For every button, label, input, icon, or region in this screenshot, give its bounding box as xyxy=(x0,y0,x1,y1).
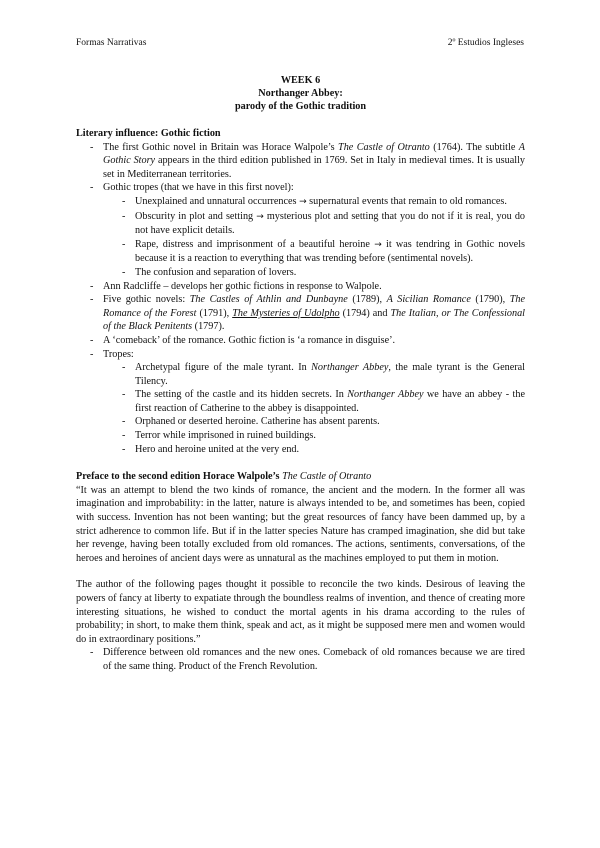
document-body xyxy=(76,74,525,674)
list-item-gothic-tropes: - Gothic tropes (that we have in this first novel): - Unexplained and unnatural occurrences → supernatural events that remain to old romances. - Obscurity in plot and setting → mysterious plot and setting that you do not if it is real, you do not have explicit details. - Rape, distress and imprisonment of a beautiful heroine → it was tendring in Gothic novels because it is a reaction to everything that was trending before (sentimental novels). - The confusion and separation of lovers. xyxy=(76,181,525,279)
trope-item: - Hero and heroine united at the very end. xyxy=(114,443,525,457)
trope-item: - Unexplained and unnatural occurrences → supernatural events that remain to old romances. xyxy=(114,195,525,210)
book-title-otranto: The Castle of Otranto xyxy=(338,141,430,153)
arrow-right-icon: → xyxy=(256,211,264,222)
book-subtitle: A Gothic Story xyxy=(103,141,525,167)
header-course: Formas Narrativas xyxy=(76,38,147,48)
list-item-five-novels: - Five gothic novels: The Castles of Athlin and Dunbayne (1789), A Sicilian Romance (1790), The Romance of the Forest (1791), The Mysteries of Udolpho (1794) and The Italian, or The Confessional of the Black Penitents (1797). xyxy=(76,293,525,334)
trope-item: - Obscurity in plot and setting → mysterious plot and setting that you do not if it is real, you do not have explicit details. xyxy=(114,210,525,238)
section-heading-literary-influence: Literary influence: Gothic fiction xyxy=(76,128,221,139)
underlined-title: The Mysteries of Udolpho xyxy=(232,307,340,319)
trope-item: - Rape, distress and imprisonment of a beautiful heroine → it was tendring in Gothic novels because it is a reaction to everything that was trending before (sentimental novels). xyxy=(114,238,525,266)
quote-paragraph: “It was an attempt to blend the two kinds of romance, the ancient and the modern. In the former all was imagination and improbability: in the latter, nature is always intended to be, and sometimes has been, copied with success. Invention has not been wanting; but the great resources of fancy have been dammed up, by a strict adherence to common life. But if in the latter species Nature has cramped imagination, she did but take her revenge, having been totally excluded from old romances. The actions, sentiments, conversations, of the heroes and heroines of ancient days were as unnatural as the machines employed to put them in motion. xyxy=(76,484,525,564)
list-item-walpole: - The first Gothic novel in Britain was Horace Walpole’s The Castle of Otranto (1764). The subtitle A Gothic Story appears in the third edition published in 1769. Set in Italy in medieval times. It is usually set in Mediterranean territories. xyxy=(76,141,525,182)
arrow-right-icon: → xyxy=(299,196,307,207)
tropes-list xyxy=(114,361,525,456)
list-item-comeback: - A ‘comeback’ of the romance. Gothic fiction is ‘a romance in disguise’. xyxy=(76,334,525,348)
document-title xyxy=(76,74,525,113)
list-item-tropes: - Tropes: - Archetypal figure of the male tyrant. In Northanger Abbey, the male tyrant is the General Tilency. - The setting of the castle and its hidden secrets. In Northanger Abbey we have an abbey - the first reaction of Catherine to the abbey is disappointed. - Orphaned or deserted heroine. Catherine has absent parents. - Terror while imprisoned in ruined buildings. - Hero and heroine united at the very end. xyxy=(76,348,525,457)
trope-item: - The confusion and separation of lovers. xyxy=(114,266,525,280)
section-heading-preface: Preface to the second edition Horace Walpole’s The Castle of Otranto xyxy=(76,471,372,483)
section1-list xyxy=(76,141,525,457)
gothic-tropes-list xyxy=(114,195,525,280)
arrow-right-icon: → xyxy=(374,239,382,250)
trope-item: - Archetypal figure of the male tyrant. In Northanger Abbey, the male tyrant is the General Tilency. xyxy=(114,361,525,388)
list-item-difference: - Difference between old romances and the new ones. Comeback of old romances because we are tired of the same thing. Product of the French Revolution. xyxy=(76,646,525,673)
section2-list xyxy=(76,646,525,673)
trope-item: - The setting of the castle and its hidden secrets. In Northanger Abbey we have an abbey - the first reaction of Catherine to the abbey is disappointed. xyxy=(114,388,525,415)
quote-paragraph: The author of the following pages thought it possible to reconcile the two kinds. Desirous of leaving the powers of fancy at liberty to expatiate through the boundless realms of invention, and thence of creating more interesting situations, he wished to conduct the mortal agents in his drama according to the rules of probability; in short, to make them think, speak and act, as it might be supposed mere men and women would do in extraordinary positions.” xyxy=(76,579,525,645)
header-degree: 2º Estudios Ingleses xyxy=(447,38,524,48)
document-subtitle: parody of the Gothic tradition xyxy=(234,101,367,112)
week-label: WEEK 6 xyxy=(280,75,321,86)
list-item-radcliffe: - Ann Radcliffe – develops her gothic fictions in response to Walpole. xyxy=(76,280,525,294)
book-title: Northanger Abbey: xyxy=(258,88,343,99)
trope-item: - Terror while imprisoned in ruined buildings. xyxy=(114,429,525,443)
trope-item: - Orphaned or deserted heroine. Catherine has absent parents. xyxy=(114,415,525,429)
